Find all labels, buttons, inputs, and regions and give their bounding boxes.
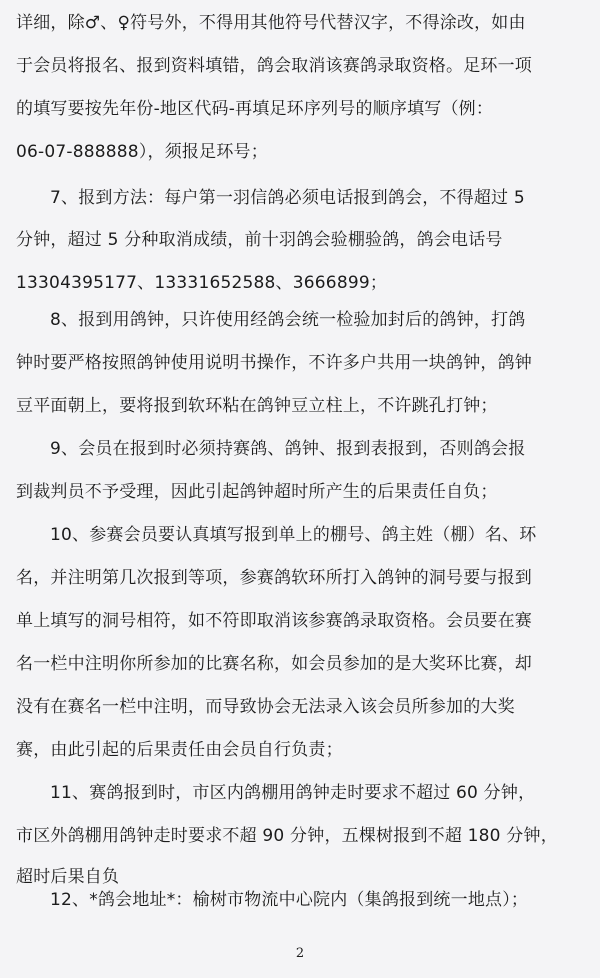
text-line-21: 超时后果自负 — [16, 867, 120, 887]
text-line-7: 13304395177、13331652588、3666899； — [16, 273, 388, 293]
text-line-8: 8、报到用鸽钟，只许使用经鸽会统一检验加封后的鸽钟，打鸽 — [50, 310, 526, 330]
text-line-3: 的填写要按先年份-地区代码-再填足环序列号的顺序填写（例： — [16, 99, 494, 119]
text-line-5: 7、报到方法：每户第一羽信鸽必须电话报到鸽会，不得超过 5 — [50, 188, 525, 208]
text-line-19: 11、赛鸽报到时，市区内鸽棚用鸽钟走时要求不超过 60 分钟， — [50, 783, 536, 803]
text-line-11: 9、会员在报到时必须持赛鸽、鸽钟、报到表报到，否则鸽会报 — [50, 439, 526, 459]
text-line-4: 06-07-888888），须报足环号； — [16, 142, 268, 162]
text-line-13: 10、参赛会员要认真填写报到单上的棚号、鸽主姓（棚）名、环 — [50, 525, 537, 545]
text-line-12: 到裁判员不予受理，因此引起鸽钟超时所产生的后果责任自负； — [16, 482, 498, 502]
text-line-1: 详细，除♂、♀符号外，不得用其他符号代替汉字，不得涂改，如由 — [16, 13, 526, 33]
text-line-9: 钟时要严格按照鸽钟使用说明书操作，不许多户共用一块鸽钟，鸽钟 — [16, 353, 532, 373]
text-line-10: 豆平面朝上，要将报到软环粘在鸽钟豆立柱上，不许跳孔打钟； — [16, 396, 498, 416]
text-line-2: 于会员将报名、报到资料填错，鸽会取消该赛鸽录取资格。足环一项 — [16, 56, 532, 76]
text-line-17: 没有在赛名一栏中注明，而导致协会无法录入该会员所参加的大奖 — [16, 697, 515, 717]
page-number: 2 — [295, 946, 305, 961]
text-line-6: 分钟，超过 5 分种取消成绩，前十羽鸽会验棚验鸽，鸽会电话号 — [16, 230, 503, 250]
text-line-18: 赛，由此引起的后果责任由会员自行负责； — [16, 740, 343, 760]
text-line-20: 市区外鸽棚用鸽钟走时要求不超 90 分钟，五棵树报到不超 180 分钟， — [16, 826, 558, 846]
text-line-16: 名一栏中注明你所参加的比赛名称，如会员参加的是大奖环比赛，却 — [16, 654, 532, 674]
text-line-22: 12、*鸽会地址*：榆树市物流中心院内（集鸽报到统一地点）； — [50, 890, 529, 910]
text-line-15: 单上填写的洞号相符，如不符即取消该参赛鸽录取资格。会员要在赛 — [16, 611, 532, 631]
text-line-14: 名，并注明第几次报到等项，参赛鸽软环所打入鸽钟的洞号要与报到 — [16, 568, 532, 588]
